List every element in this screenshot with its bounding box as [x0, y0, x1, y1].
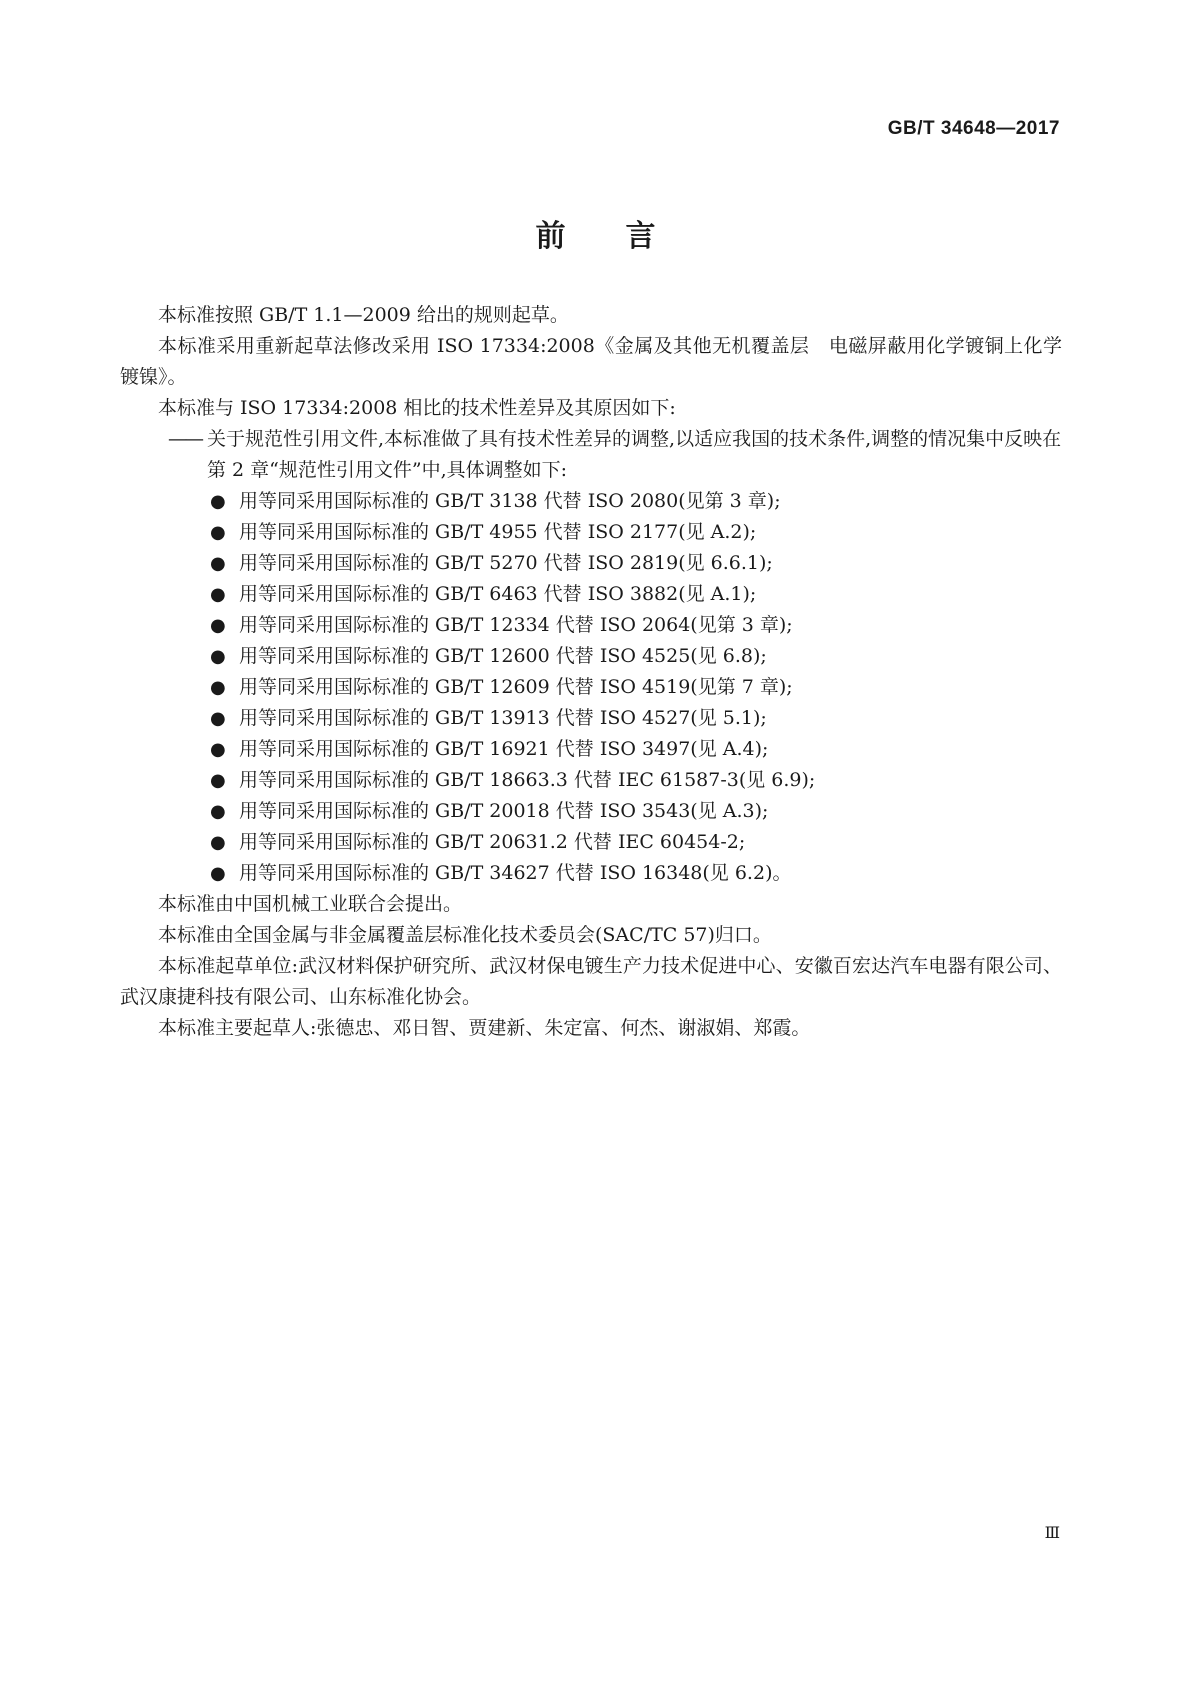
- bullet-icon: ●: [210, 801, 226, 822]
- bullet-icon: ●: [210, 863, 226, 884]
- paragraph-drafters: 本标准主要起草人:张德忠、邓日智、贾建新、朱定富、何杰、谢淑娟、郑霞。: [158, 1017, 811, 1039]
- bullet-icon: ●: [210, 832, 226, 853]
- list-item: [120, 734, 1062, 765]
- list-item: [120, 548, 1062, 579]
- standard-number: GB/T 34648—2017: [887, 118, 1060, 139]
- list-item-text: 用等同采用国际标准的 GB/T 4955 代替 ISO 2177(见 A.2);: [239, 521, 757, 543]
- paragraph-committee: 本标准由全国金属与非金属覆盖层标准化技术委员会(SAC/TC 57)归口。: [158, 924, 772, 946]
- list-item-text: 用等同采用国际标准的 GB/T 20018 代替 ISO 3543(见 A.3);: [239, 800, 769, 822]
- list-item: [120, 765, 1062, 796]
- list-item: [120, 486, 1062, 517]
- list-item: [120, 858, 1062, 889]
- list-item-text: 用等同采用国际标准的 GB/T 5270 代替 ISO 2819(见 6.6.1);: [239, 552, 773, 574]
- list-item: [120, 579, 1062, 610]
- paragraph-differences-intro: 本标准与 ISO 17334:2008 相比的技术性差异及其原因如下:: [158, 397, 676, 419]
- list-item-text: 用等同采用国际标准的 GB/T 34627 代替 ISO 16348(见 6.2)。: [239, 862, 792, 884]
- paragraph-drafting-rules: 本标准按照 GB/T 1.1—2009 给出的规则起草。: [158, 304, 569, 326]
- list-item-text: 用等同采用国际标准的 GB/T 20631.2 代替 IEC 60454-2;: [239, 831, 746, 853]
- list-item: [120, 827, 1062, 858]
- list-item-text: 用等同采用国际标准的 GB/T 16921 代替 ISO 3497(见 A.4);: [239, 738, 769, 760]
- bullet-icon: ●: [210, 553, 226, 574]
- list-item: [120, 672, 1062, 703]
- list-item: [120, 610, 1062, 641]
- foreword-body: [120, 300, 1062, 1044]
- bullet-icon: ●: [210, 522, 226, 543]
- list-item-text: 用等同采用国际标准的 GB/T 18663.3 代替 IEC 61587-3(见 6.9);: [239, 769, 816, 791]
- paragraph-proposer: 本标准由中国机械工业联合会提出。: [158, 893, 463, 915]
- list-item-text: 用等同采用国际标准的 GB/T 12609 代替 ISO 4519(见第 7 章);: [239, 676, 793, 698]
- bullet-icon: ●: [210, 584, 226, 605]
- bullet-icon: ●: [210, 491, 226, 512]
- list-item-text: 用等同采用国际标准的 GB/T 12600 代替 ISO 4525(见 6.8);: [239, 645, 767, 667]
- paragraph-adoption: 本标准采用重新起草法修改采用 ISO 17334:2008《金属及其他无机覆盖层 电磁屏蔽用化学镀铜上化学镀镍》。: [120, 335, 1062, 388]
- page-number: Ⅲ: [1044, 1523, 1060, 1542]
- bullet-icon: ●: [210, 677, 226, 698]
- bullet-icon: ●: [210, 646, 226, 667]
- dash-item-text: 关于规范性引用文件,本标准做了具有技术性差异的调整,以适应我国的技术条件,调整的情况集中反映在第 2 章“规范性引用文件”中,具体调整如下:: [207, 428, 1062, 481]
- bullet-icon: ●: [210, 739, 226, 760]
- bullet-icon: ●: [210, 708, 226, 729]
- page-title: 前言: [535, 219, 716, 254]
- list-item: [120, 641, 1062, 672]
- list-item-text: 用等同采用国际标准的 GB/T 3138 代替 ISO 2080(见第 3 章);: [239, 490, 781, 512]
- dash-list-item: [120, 424, 1062, 486]
- paragraph-drafting-units: 本标准起草单位:武汉材料保护研究所、武汉材保电镀生产力技术促进中心、安徽百宏达汽车电器有限公司、武汉康捷科技有限公司、山东标准化协会。: [120, 955, 1062, 1008]
- bullet-list: [120, 486, 1062, 889]
- list-item: [120, 796, 1062, 827]
- list-item-text: 用等同采用国际标准的 GB/T 13913 代替 ISO 4527(见 5.1);: [239, 707, 767, 729]
- bullet-icon: ●: [210, 615, 226, 636]
- list-item: [120, 517, 1062, 548]
- list-item: [120, 703, 1062, 734]
- list-item-text: 用等同采用国际标准的 GB/T 6463 代替 ISO 3882(见 A.1);: [239, 583, 757, 605]
- list-item-text: 用等同采用国际标准的 GB/T 12334 代替 ISO 2064(见第 3 章);: [239, 614, 793, 636]
- bullet-icon: ●: [210, 770, 226, 791]
- dash-marker: ——: [168, 428, 202, 450]
